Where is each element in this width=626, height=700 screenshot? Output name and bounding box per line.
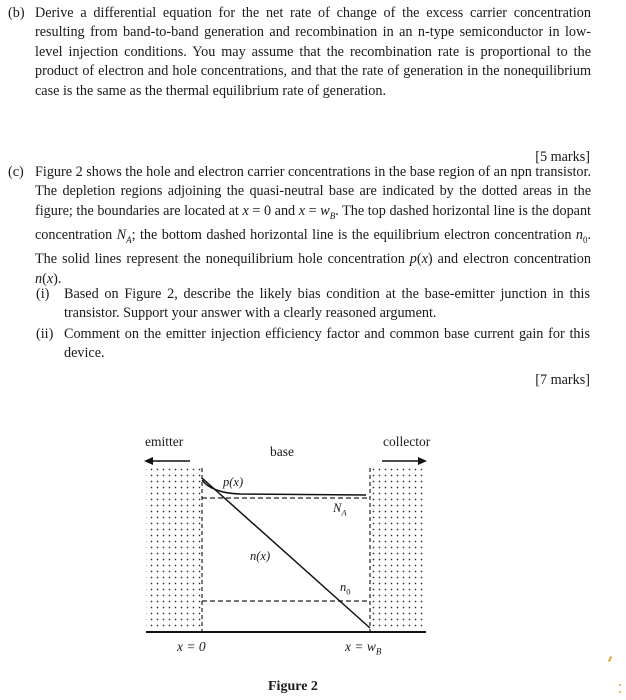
collector-arrow-head: [418, 457, 427, 465]
question-b-text: Derive a differential equation for the net rate of change of the excess carrier concentration resulting from band-to-band generation and recombination in an n-type semiconductor in low-level injection conditions. You may assume that the recombination rate is proportional to the product of electron and hole concentrations, and that the rate of generation in the nonequilibrium case is the same as the thermal equilibrium rate of generation.: [35, 5, 591, 99]
question-c-text: Figure 2 shows the hole and electron carrier concentrations in the base region of an npn transistor. The depletion regions adjoining the quasi-neutral base are indicated by the dotted areas in the figure; the boundaries are located at x = 0 and $x = w_B$. The top dashed horizontal line is the dopant concentration $N_A$; the bottom dashed horizontal line is the equilibrium electron concentration $n_0$. The solid lines represent the nonequilibrium hole concentration p(x) and electron concentration n(x).: [35, 164, 591, 287]
x0-label: x = 0: [177, 639, 206, 654]
question-b-marks: [5 marks]: [535, 149, 590, 165]
base-label: base: [270, 444, 294, 459]
figure-2-diagram: [0, 420, 626, 700]
question-c-marks: [7 marks]: [535, 372, 590, 388]
question-c: [8, 163, 598, 287]
stray-mark-3: [619, 691, 621, 693]
question-c-label: (c): [8, 164, 24, 180]
collector-depletion-region: [370, 468, 426, 628]
stray-mark-2: [619, 684, 621, 686]
question-c-ii-text: Comment on the emitter injection efficiency factor and common base current gain for this device.: [64, 326, 590, 362]
px-label: p(x): [223, 475, 244, 489]
question-b: [8, 4, 598, 116]
question-c-i-label: (i): [36, 286, 50, 302]
emitter-depletion-region: [146, 468, 202, 628]
figure-caption: Figure 2: [268, 679, 318, 694]
xwb-label: $x = w_B$: [345, 639, 382, 657]
question-b-label: (b): [8, 5, 25, 21]
emitter-label: emitter: [145, 434, 184, 449]
question-c-i: [36, 285, 596, 325]
emitter-arrow-head: [144, 457, 153, 465]
question-c-i-text: Based on Figure 2, describe the likely bias condition at the base-emitter junction in this transistor. Support your answer with a clearly reasoned argument.: [64, 286, 590, 322]
question-c-ii: [36, 325, 596, 365]
figure-2: [0, 420, 626, 700]
question-c-ii-label: (ii): [36, 326, 54, 342]
collector-label: collector: [383, 434, 431, 449]
n0-label: $n_0$: [340, 580, 351, 597]
nx-label: n(x): [250, 549, 271, 563]
na-label: $N_A$: [333, 501, 347, 518]
